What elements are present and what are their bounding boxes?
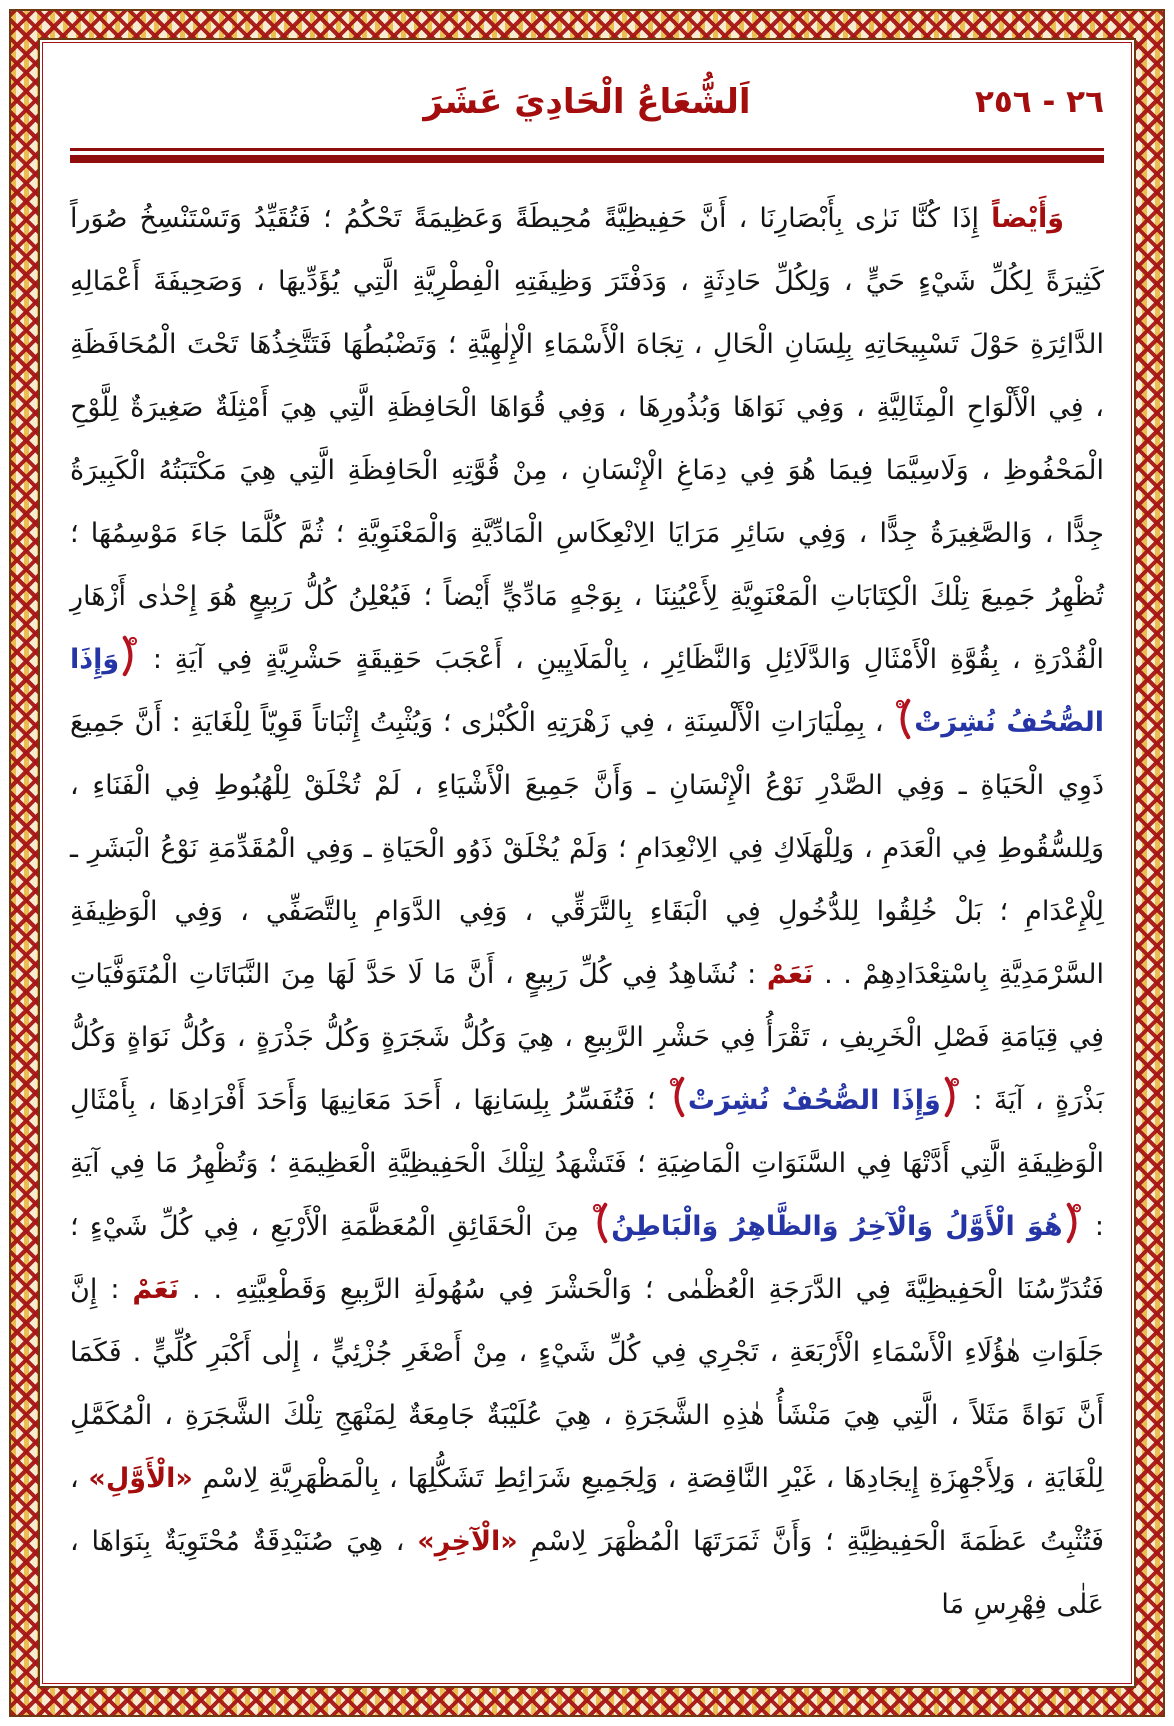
divider-thin-line	[70, 148, 1104, 151]
highlighted-phrase: نَعَمْ	[132, 1274, 179, 1305]
body-text	[70, 187, 1104, 1636]
text-segment: ، فَتُثْبِتُ عَظَمَةَ الْحَفِيظِيَّةِ ؛ وَأَنَّ ثَمَرَتَهَا الْمُظْهَرَ لِاسْمِ	[70, 1463, 1104, 1557]
page-title: اَلشُّعَاعُ الْحَادِيَ عَشَرَ	[423, 82, 751, 122]
text-segment: ، بِمِلْيَارَاتِ الْأَلْسِنَةِ ، فِي زَهْرَتِهِ الْكُبْرٰى ؛ وَيُثْبِتُ إِثْبَاتاً قَوِيّاً لِلْغَايَةِ : أَنَّ جَمِيعَ ذَوِي الْحَيَاةِ ـ وَفِي الصَّدْرِ نَوْعُ الْإِنْسَانِ ـ وَأَنَّ جَمِيعَ الْأَشْيَاءِ ، لَمْ تُخْلَقْ لِلْهُبُوطِ فِي الْفَنَاءِ ، وَلِلسُّقُوطِ فِي الْعَدَمِ ، وَلِلْهَلَاكِ فِي الِانْعِدَامِ ؛ وَلَمْ يُخْلَقْ ذَوُو الْحَيَاةِ ـ وَفِي الْمُقَدِّمَةِ نَوْعُ الْبَشَرِ ـ لِلْإِعْدَامِ ؛ بَلْ خُلِقُوا لِلدُّخُولِ فِي الْبَقَاءِ بِالتَّرَقِّي ، وَفِي الدَّوَامِ بِالتَّصَفِّي ، وَفِي الْوَظِيفَةِ السَّرْمَدِيَّةِ بِاسْتِعْدَادِهِمْ . .	[70, 707, 1104, 990]
highlighted-phrase: نَعَمْ	[766, 959, 814, 990]
quran-bracket-close-icon	[667, 1074, 688, 1120]
ornamental-border-frame	[9, 9, 1165, 1717]
highlighted-phrase: وَأَيْضاً	[991, 203, 1064, 234]
text-segment: : نُشَاهِدُ فِي كُلِّ رَبِيعٍ ، أَنَّ مَا لَا حَدَّ لَهَا مِنَ النَّبَاتَاتِ الْمُتَوَفَّيَاتِ فِي قِيَامَةِ فَصْلِ الْخَرِيفِ ، تَقْرَأُ فِي حَشْرِ الرَّبِيعِ ، هِيَ وَكُلُّ شَجَرَةٍ وَكُلُّ جَذْرَةٍ ، وَكُلُّ نَوَاةٍ وَكُلُّ بَذْرَةٍ ، آيَةَ :	[70, 959, 1104, 1116]
text-segment: : إِنَّ جَلَوَاتِ هٰؤُلَاءِ الْأَسْمَاءِ الْأَرْبَعَةِ ، تَجْرِي فِي كُلِّ شَيْءٍ ، مِنْ أَصْغَرِ جُزْئِيٍّ ، إِلٰى أَكْبَرِ كُلِّيٍّ . فَكَمَا أَنَّ نَوَاةً مَثَلاً ، الَّتِي هِيَ مَنْشَأُ هٰذِهِ الشَّجَرَةِ ، هِيَ عُلَيْبَةٌ جَامِعَةٌ لِمَنْهَجِ تِلْكَ الشَّجَرَةِ ، الْمُكَمَّلِ لِلْغَايَةِ ، وَلِأَجْهِزَةِ إِيجَادِهَا ، غَيْرِ النَّاقِصَةِ ، وَلِجَمِيعِ شَرَائِطِ تَشَكُّلِهَا ، بِالْمَظْهَرِيَّةِ لِاسْمِ	[70, 1274, 1104, 1494]
quran-bracket-open-icon	[941, 1074, 962, 1120]
quran-bracket-open-icon	[119, 633, 140, 679]
quran-quote: وَإِذَا الصُّحُفُ نُشِرَتْ	[70, 644, 1104, 738]
highlighted-phrase: «الْآخِرِ»	[417, 1526, 518, 1557]
highlighted-phrase: «الْأَوَّلِ»	[88, 1463, 193, 1494]
quran-bracket-open-icon	[1063, 1200, 1084, 1246]
page-content-area	[38, 38, 1136, 1688]
quran-quote: وَإِذَا الصُّحُفُ نُشِرَتْ	[687, 1085, 941, 1116]
text-segment: مِنَ الْحَقَائِقِ الْمُعَظَّمَةِ الْأَرْبَعِ ، فِي كُلِّ شَيْءٍ ؛ فَتُدَرِّسُنَا الْحَفِيظِيَّةَ فِي الدَّرَجَةِ الْعُظْمٰى ؛ وَالْحَشْرَ فِي سُهُولَةِ الرَّبِيعِ وَقَطْعِيَّتِهِ . .	[70, 1211, 1104, 1305]
page-header	[70, 72, 1104, 138]
page-number: ٢٥٦ - ٢٦	[974, 84, 1104, 120]
quran-bracket-close-icon	[590, 1200, 611, 1246]
quran-quote: هُوَ الْأَوَّلُ وَالْآخِرُ وَالظَّاهِرُ وَالْبَاطِنُ	[611, 1211, 1063, 1242]
text-segment: ، هِيَ صُنَيْدِقَةٌ مُحْتَوِيَةٌ بِنَوَاهَا ، عَلٰى فِهْرِسِ مَا	[70, 1526, 1104, 1620]
header-divider-rule	[70, 148, 1104, 163]
text-segment: ؛ فَتُفَسِّرُ بِلِسَانِهَا ، أَحَدَ مَعَانِيهَا وَأَحَدَ أَفْرَادِهَا ، بِأَمْثَالِ الْوَظِيفَةِ الَّتِي أَدَّتْهَا فِي السَّنَوَاتِ الْمَاضِيَةِ ؛ فَتَشْهَدُ لِتِلْكَ الْحَفِيظِيَّةِ الْعَظِيمَةِ ؛ وَتُظْهِرُ مَا فِي آيَةِ :	[70, 1085, 1104, 1242]
divider-thick-line	[70, 155, 1104, 163]
quran-bracket-close-icon	[893, 696, 914, 742]
text-segment: إِذَا كُنَّا نَرٰى بِأَبْصَارِنَا ، أَنَّ حَفِيظِيَّةً مُحِيطَةً وَعَظِيمَةً تَحْكُمُ ؛ فَتُقَيِّدُ وَتَسْتَنْسِخُ صُوَراً كَثِيرَةً لِكُلِّ شَيْءٍ حَيٍّ ، وَلِكُلِّ حَادِثَةٍ ، وَدَفْتَرَ وَظِيفَتِهِ الْفِطْرِيَّةِ الَّتِي يُؤَدِّيهَا ، وَصَحِيفَةَ أَعْمَالِهِ الدَّائِرَةِ حَوْلَ تَسْبِيحَاتِهِ بِلِسَانِ الْحَالِ ، تِجَاهَ الْأَسْمَاءِ الْإِلٰهِيَّةِ ؛ وَتَضْبُطُهَا فَتَتَّخِذُهَا تَحْتَ الْمُحَافَظَةِ ، فِي الْأَلْوَاحِ الْمِثَالِيَّةِ ، وَفِي نَوَاهَا وَبُذُورِهَا ، وَفِي قُوَاهَا الْحَافِظَةِ الَّتِي هِيَ أَمْثِلَةٌ صَغِيرَةٌ لِلَّوْحِ الْمَحْفُوظِ ، وَلَاسِيَّمَا فِيمَا هُوَ فِي دِمَاغِ الْإِنْسَانِ ، مِنْ قُوَّتِهِ الْحَافِظَةِ الَّتِي هِيَ مَكْتَبَتُهُ الْكَبِيرَةُ جِدًّا ، وَالصَّغِيرَةُ جِدًّا ، وَفِي سَائِرِ مَرَايَا الِانْعِكَاسِ الْمَادِّيَّةِ وَالْمَعْنَوِيَّةِ ؛ ثُمَّ كُلَّمَا جَاءَ مَوْسِمُهَا ؛ تُظْهِرُ جَمِيعَ تِلْكَ الْكِتَابَاتِ الْمَعْنَوِيَّةِ لِأَعْيُنِنَا ، بِوَجْهٍ مَادِّيٍّ أَيْضاً ؛ فَيُعْلِنُ كُلُّ رَبِيعٍ هُوَ إِحْدٰى أَزْهَارِ الْقُدْرَةِ ، بِقُوَّةِ الْأَمْثَالِ وَالدَّلَائِلِ وَالنَّظَائِرِ ، بِالْمَلَايِينِ ، أَعْجَبَ حَقِيقَةٍ حَشْرِيَّةٍ فِي آيَةِ :	[70, 203, 1104, 675]
